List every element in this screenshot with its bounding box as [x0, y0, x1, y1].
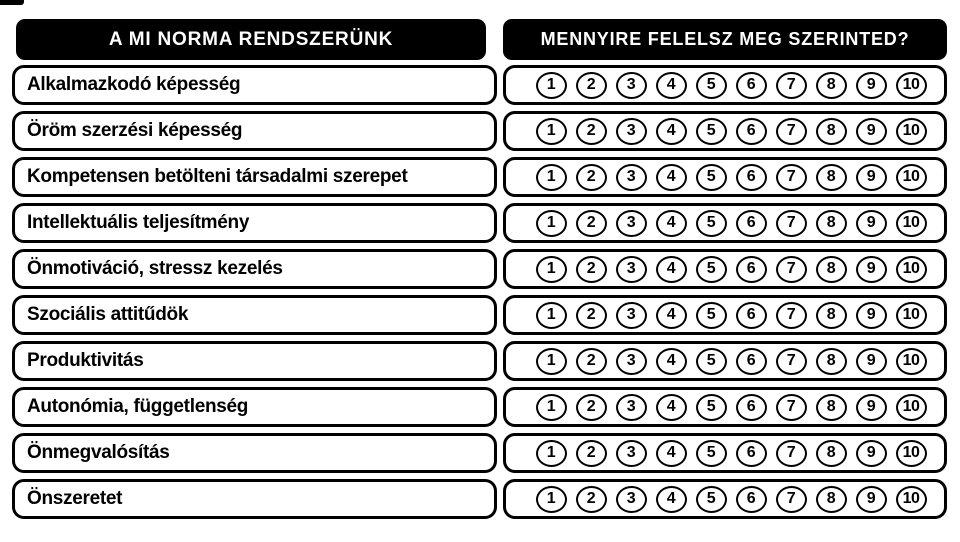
- rating-option-9[interactable]: 9: [856, 394, 887, 421]
- norm-item: [12, 479, 497, 519]
- rating-option-2[interactable]: 2: [576, 72, 607, 99]
- norm-item-label: Szociális attitűdök: [27, 304, 189, 325]
- rating-option-8[interactable]: 8: [816, 486, 847, 513]
- rating-option-4[interactable]: 4: [656, 118, 687, 145]
- rating-option-8[interactable]: 8: [816, 256, 847, 283]
- norm-item: [12, 111, 497, 151]
- rating-option-9[interactable]: 9: [856, 256, 887, 283]
- rating-option-4[interactable]: 4: [656, 440, 687, 467]
- rating-option-1[interactable]: 1: [536, 256, 567, 283]
- norm-item: [12, 203, 497, 243]
- norm-item-label: Autonómia, függetlenség: [27, 396, 249, 417]
- rating-option-5[interactable]: 5: [696, 302, 727, 329]
- norm-item-label: Produktivitás: [27, 350, 144, 371]
- rating-row: [503, 479, 947, 519]
- rating-option-6[interactable]: 6: [736, 72, 767, 99]
- rating-option-7[interactable]: 7: [776, 256, 807, 283]
- rating-option-3[interactable]: 3: [616, 348, 647, 375]
- rating-option-1[interactable]: 1: [536, 348, 567, 375]
- rating-option-6[interactable]: 6: [736, 486, 767, 513]
- rating-option-1[interactable]: 1: [536, 118, 567, 145]
- norms-header: A MI NORMA RENDSZERÜNK: [16, 19, 486, 60]
- rating-option-1[interactable]: 1: [536, 440, 567, 467]
- norm-item-label: Intellektuális teljesítmény: [27, 212, 250, 233]
- rating-option-2[interactable]: 2: [576, 256, 607, 283]
- rating-option-3[interactable]: 3: [616, 302, 647, 329]
- rating-option-3[interactable]: 3: [616, 256, 647, 283]
- rating-option-7[interactable]: 7: [776, 164, 807, 191]
- rating-option-8[interactable]: 8: [816, 210, 847, 237]
- rating-option-10[interactable]: 10: [896, 256, 927, 283]
- rating-row: [503, 387, 947, 427]
- rating-option-2[interactable]: 2: [576, 118, 607, 145]
- rating-option-2[interactable]: 2: [576, 394, 607, 421]
- rating-option-1[interactable]: 1: [536, 394, 567, 421]
- rating-row: [503, 295, 947, 335]
- norm-item-label: Öröm szerzési képesség: [27, 120, 243, 141]
- rating-option-5[interactable]: 5: [696, 72, 727, 99]
- rating-option-9[interactable]: 9: [856, 440, 887, 467]
- rating-option-6[interactable]: 6: [736, 440, 767, 467]
- rating-option-10[interactable]: 10: [896, 118, 927, 145]
- rating-row: [503, 249, 947, 289]
- norm-item: [12, 341, 497, 381]
- rating-option-8[interactable]: 8: [816, 440, 847, 467]
- rating-option-10[interactable]: 10: [896, 164, 927, 191]
- rating-option-5[interactable]: 5: [696, 394, 727, 421]
- rating-option-4[interactable]: 4: [656, 72, 687, 99]
- rating-option-3[interactable]: 3: [616, 210, 647, 237]
- rating-option-2[interactable]: 2: [576, 440, 607, 467]
- norm-item: [12, 249, 497, 289]
- norm-item-label: Kompetensen betölteni társadalmi szerepet: [27, 166, 408, 187]
- rating-option-7[interactable]: 7: [776, 486, 807, 513]
- norm-item: [12, 433, 497, 473]
- rating-option-10[interactable]: 10: [896, 440, 927, 467]
- norm-item-label: Önmotiváció, stressz kezelés: [27, 258, 283, 279]
- norm-item-label: Alkalmazkodó képesség: [27, 74, 241, 95]
- rating-option-6[interactable]: 6: [736, 256, 767, 283]
- rating-option-5[interactable]: 5: [696, 348, 727, 375]
- rating-option-6[interactable]: 6: [736, 348, 767, 375]
- rating-option-3[interactable]: 3: [616, 394, 647, 421]
- rating-option-4[interactable]: 4: [656, 348, 687, 375]
- rating-option-3[interactable]: 3: [616, 440, 647, 467]
- rating-option-4[interactable]: 4: [656, 302, 687, 329]
- rating-option-2[interactable]: 2: [576, 164, 607, 191]
- rating-option-2[interactable]: 2: [576, 210, 607, 237]
- rating-row: [503, 341, 947, 381]
- corner-artifact: [0, 0, 24, 5]
- rating-option-10[interactable]: 10: [896, 72, 927, 99]
- rating-option-8[interactable]: 8: [816, 72, 847, 99]
- rating-option-1[interactable]: 1: [536, 302, 567, 329]
- rating-option-9[interactable]: 9: [856, 72, 887, 99]
- norm-item: [12, 295, 497, 335]
- rating-option-9[interactable]: 9: [856, 348, 887, 375]
- rating-option-1[interactable]: 1: [536, 210, 567, 237]
- rating-option-6[interactable]: 6: [736, 394, 767, 421]
- rating-option-6[interactable]: 6: [736, 302, 767, 329]
- rating-option-5[interactable]: 5: [696, 164, 727, 191]
- rating-option-5[interactable]: 5: [696, 256, 727, 283]
- rating-option-4[interactable]: 4: [656, 256, 687, 283]
- norm-item: [12, 387, 497, 427]
- rating-option-7[interactable]: 7: [776, 118, 807, 145]
- rating-option-10[interactable]: 10: [896, 348, 927, 375]
- norm-item: [12, 65, 497, 105]
- rating-option-1[interactable]: 1: [536, 72, 567, 99]
- rating-option-10[interactable]: 10: [896, 486, 927, 513]
- rating-option-6[interactable]: 6: [736, 164, 767, 191]
- rating-option-3[interactable]: 3: [616, 72, 647, 99]
- rating-option-9[interactable]: 9: [856, 210, 887, 237]
- rating-option-3[interactable]: 3: [616, 118, 647, 145]
- rating-option-9[interactable]: 9: [856, 118, 887, 145]
- rating-option-6[interactable]: 6: [736, 210, 767, 237]
- rating-option-7[interactable]: 7: [776, 394, 807, 421]
- rating-option-9[interactable]: 9: [856, 302, 887, 329]
- rating-option-7[interactable]: 7: [776, 72, 807, 99]
- rating-option-7[interactable]: 7: [776, 348, 807, 375]
- rating-option-4[interactable]: 4: [656, 210, 687, 237]
- rating-option-8[interactable]: 8: [816, 118, 847, 145]
- rating-option-10[interactable]: 10: [896, 394, 927, 421]
- rating-option-6[interactable]: 6: [736, 118, 767, 145]
- rating-option-9[interactable]: 9: [856, 164, 887, 191]
- rating-option-2[interactable]: 2: [576, 302, 607, 329]
- norm-item-label: Önmegvalósítás: [27, 442, 170, 463]
- rating-option-1[interactable]: 1: [536, 486, 567, 513]
- rating-option-5[interactable]: 5: [696, 210, 727, 237]
- rating-option-5[interactable]: 5: [696, 440, 727, 467]
- rating-row: [503, 433, 947, 473]
- rating-option-10[interactable]: 10: [896, 210, 927, 237]
- rating-option-7[interactable]: 7: [776, 210, 807, 237]
- rating-option-8[interactable]: 8: [816, 302, 847, 329]
- rating-option-4[interactable]: 4: [656, 486, 687, 513]
- rating-header: MENNYIRE FELELSZ MEG SZERINTED?: [503, 19, 947, 60]
- rating-option-8[interactable]: 8: [816, 394, 847, 421]
- norm-item-label: Önszeretet: [27, 488, 123, 509]
- rating-option-7[interactable]: 7: [776, 440, 807, 467]
- rating-option-4[interactable]: 4: [656, 394, 687, 421]
- rating-option-3[interactable]: 3: [616, 486, 647, 513]
- rating-option-2[interactable]: 2: [576, 486, 607, 513]
- rating-row: [503, 203, 947, 243]
- rating-option-9[interactable]: 9: [856, 486, 887, 513]
- rating-row: [503, 111, 947, 151]
- rating-option-5[interactable]: 5: [696, 118, 727, 145]
- rating-option-1[interactable]: 1: [536, 164, 567, 191]
- rating-row: [503, 157, 947, 197]
- rating-option-8[interactable]: 8: [816, 348, 847, 375]
- rating-row: [503, 65, 947, 105]
- rating-option-4[interactable]: 4: [656, 164, 687, 191]
- rating-option-8[interactable]: 8: [816, 164, 847, 191]
- norm-item: [12, 157, 497, 197]
- rating-option-5[interactable]: 5: [696, 486, 727, 513]
- rating-option-10[interactable]: 10: [896, 302, 927, 329]
- rating-option-2[interactable]: 2: [576, 348, 607, 375]
- rating-option-3[interactable]: 3: [616, 164, 647, 191]
- rating-option-7[interactable]: 7: [776, 302, 807, 329]
